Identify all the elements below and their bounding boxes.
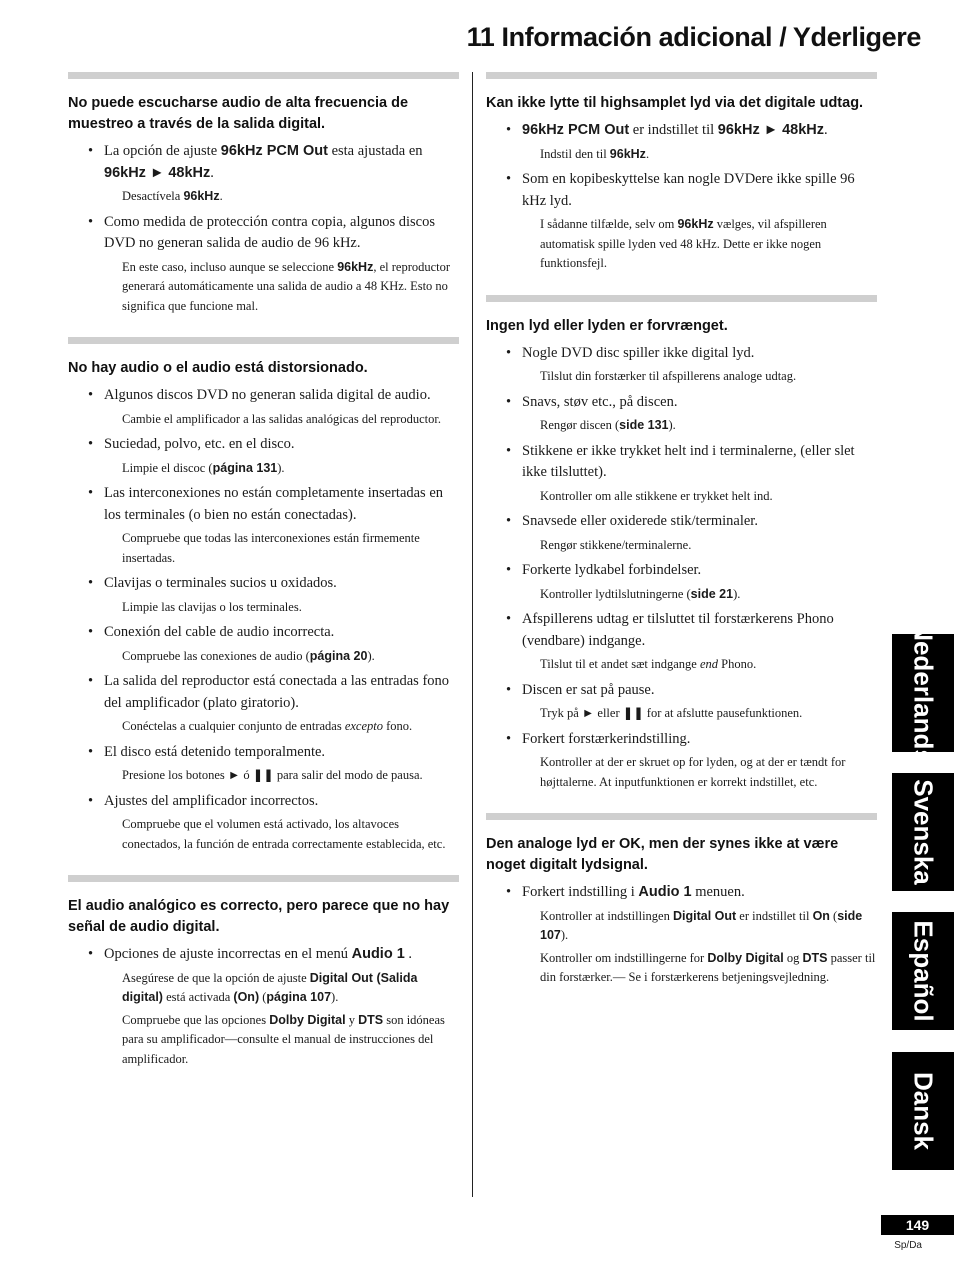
remedy-note [68, 410, 459, 430]
text-run: . [645, 146, 650, 161]
list-item [68, 483, 459, 568]
bold-term: side 107 [540, 908, 863, 942]
bullet-text [486, 882, 877, 904]
italic-term: excepto [344, 719, 383, 733]
bullet-text [68, 622, 459, 644]
bold-term: 96kHz [609, 146, 646, 161]
remedy-note [486, 487, 877, 507]
bold-term: página 20 [309, 648, 368, 663]
list-item [68, 622, 459, 666]
list-item [486, 511, 877, 555]
section-heading: Kan ikke lytte til highsamplet lyd via det digitale udtag. [486, 95, 864, 111]
text-run: fono. [383, 719, 413, 733]
text-run: La salida del reproductor está conectada a las entradas fono del amplificador (plato giratorio). [104, 673, 450, 711]
list-item [486, 729, 877, 793]
tab-label: Español [908, 920, 939, 1022]
list-item [68, 573, 459, 617]
page-code: Sp/Da [894, 1240, 922, 1251]
troubleshooting-section [68, 337, 459, 854]
troubleshooting-section [68, 875, 459, 1069]
bullet-text [68, 573, 459, 595]
tab-svenska[interactable] [892, 773, 954, 891]
bullet-text [68, 141, 459, 184]
bullet-text [68, 434, 459, 456]
bold-term: 96kHz PCM Out [522, 122, 630, 138]
text-run: Opciones de ajuste incorrectas en el menú [104, 946, 352, 962]
text-run: Forkert forstærkerindstilling. [522, 730, 691, 747]
remedy-note [486, 907, 877, 946]
text-run: I sådanne tilfælde, selv om [540, 217, 678, 231]
text-run: Rengør stikkene/terminalerne. [540, 537, 692, 552]
bold-term: página 131 [212, 460, 278, 475]
section-heading: No puede escucharse audio de alta frecuencia de muestreo a través de la salida digital. [68, 95, 409, 132]
text-run: Kontroller at indstillingen [540, 908, 673, 923]
bullet-text [486, 169, 877, 212]
text-run: Kontroller lydtilslutningerne ( [540, 586, 691, 601]
remedy-note [68, 815, 459, 854]
bold-term: página 107 [266, 990, 332, 1004]
text-run: Desactívela [122, 189, 184, 203]
section-divider-bar [68, 337, 459, 344]
text-run: er indstillet til [629, 122, 718, 138]
text-run: og [783, 950, 803, 965]
text-run: ). [277, 460, 285, 475]
remedy-note [486, 585, 877, 605]
text-run: Forkert indstilling i [522, 884, 639, 900]
tab-label: Svenska [908, 779, 939, 885]
text-run: passer til din forstærker.— Se i forstærkerens betjeningsvejledning. [540, 950, 876, 984]
tab-label: Nederlands [908, 622, 939, 764]
section-divider-bar [68, 875, 459, 882]
list-item [486, 609, 877, 675]
text-run: ). [367, 648, 375, 663]
text-run: Kontroller om alle stikkene er trykket helt ind. [540, 488, 773, 503]
remedy-note [68, 766, 459, 786]
text-run: ). [668, 418, 676, 432]
italic-term: end [699, 657, 719, 671]
text-run: Cambie el amplificador a las salidas analógicas del reproductor. [122, 411, 441, 426]
text-run: Algunos discos DVD no generan salida digital de audio. [104, 387, 431, 403]
bold-term: Dolby Digital [269, 1012, 346, 1027]
text-run: Discen er sat på pause. [522, 681, 655, 698]
list-item [68, 742, 459, 786]
text-run: Como medida de protección contra copia, algunos discos DVD no generan salida de audio de 96 kHz. [104, 213, 435, 251]
section-divider-bar [68, 72, 459, 79]
text-run: er indstillet til [736, 908, 813, 923]
remedy-note [68, 717, 459, 737]
remedy-note [68, 529, 459, 568]
bullet-text [486, 343, 877, 365]
text-run: ). [560, 928, 569, 942]
text-run: La opción de ajuste [104, 143, 221, 159]
remedy-note [486, 949, 877, 988]
left-column-spanish [68, 72, 459, 1090]
bold-term: side 21 [690, 586, 734, 601]
list-item [486, 882, 877, 988]
remedy-note [486, 416, 877, 436]
bold-term: DTS [802, 950, 828, 965]
text-run: Conéctelas a cualquier conjunto de entradas [122, 719, 345, 733]
troubleshooting-section [486, 72, 877, 274]
section-heading: El audio analógico es correcto, pero parece que no hay señal de audio digital. [68, 898, 450, 935]
tab-dansk[interactable] [892, 1052, 954, 1170]
bold-term: 96kHz [183, 189, 220, 203]
bold-term: 96kHz PCM Out [220, 143, 328, 159]
remedy-note [68, 187, 459, 207]
bullet-text [486, 609, 877, 652]
bullet-text [68, 944, 459, 966]
section-heading: Ingen lyd eller lyden er forvrænget. [486, 317, 728, 334]
text-run: Forkerte lydkabel forbindelser. [522, 562, 702, 578]
bold-term: (On) [233, 990, 260, 1004]
text-run: ). [331, 990, 339, 1004]
list-item [486, 680, 877, 724]
text-run: Kontroller om indstillingerne for [540, 950, 708, 965]
text-run: está activada [162, 990, 234, 1004]
text-run: Tryk på ► eller ❚❚ for at afslutte pausefunktionen. [540, 706, 803, 720]
column-divider [472, 72, 473, 1197]
text-run: Nogle DVD disc spiller ikke digital lyd. [522, 344, 755, 361]
bullet-text [486, 511, 877, 533]
list-item [68, 212, 459, 317]
bullet-text [68, 791, 459, 813]
text-run: Som en kopibeskyttelse kan nogle DVDere ikke spille 96 kHz lyd. [522, 171, 855, 209]
page-title: 11 Información adicional / Yderligere [466, 22, 921, 52]
remedy-note [68, 598, 459, 618]
bullet-text [486, 680, 877, 702]
text-run: . [824, 122, 828, 138]
text-run: Las interconexiones no están completamente insertadas en los terminales (o bien no están conectadas). [104, 485, 444, 523]
text-run: Presione los botones ► ó ❚❚ para salir del modo de pausa. [122, 768, 423, 782]
text-run: Clavijas o terminales sucios u oxidados. [104, 575, 337, 591]
text-run: Tilslut din forstærker til afspillerens analoge udtag. [540, 369, 797, 383]
text-run: Stikkene er ikke trykket helt ind i terminalerne, (eller slet ikke tilsluttet). [522, 442, 855, 480]
bold-term: DTS [358, 1012, 384, 1027]
text-run: Conexión del cable de audio incorrecta. [104, 624, 335, 640]
remedy-note [68, 647, 459, 667]
text-run: Snavs, støv etc., på discen. [522, 393, 678, 410]
section-heading: Den analoge lyd er OK, men der synes ikke at være noget digitalt lydsignal. [486, 836, 839, 873]
text-run: Limpie el discoc ( [122, 460, 213, 475]
bold-term: side 131 [619, 418, 669, 432]
text-run: Compruebe que el volumen está activado, los altavoces conectados, la función de entrada correctamente establecida, etc. [122, 817, 446, 851]
text-run: Compruebe que las opciones [122, 1012, 270, 1027]
text-run: Ajustes del amplificador incorrectos. [104, 792, 319, 809]
text-run: Indstil den til [540, 146, 610, 161]
troubleshooting-section [68, 72, 459, 316]
right-column-danish [486, 72, 877, 1009]
text-run: ( [829, 908, 838, 923]
text-run: El disco está detenido temporalmente. [104, 743, 326, 760]
tab-label: Dansk [908, 1071, 939, 1151]
text-run: menuen. [691, 884, 745, 900]
tab-espanol[interactable] [892, 912, 954, 1030]
text-run: esta ajustada en [327, 143, 423, 159]
list-item [68, 671, 459, 737]
bullet-text [68, 212, 459, 255]
troubleshooting-section [486, 295, 877, 793]
remedy-note [486, 753, 877, 792]
text-run: Tilslut til et andet sæt indgange [540, 657, 700, 671]
remedy-note [486, 655, 877, 675]
bullet-text [68, 671, 459, 714]
troubleshooting-section [486, 813, 877, 988]
remedy-note [486, 215, 877, 274]
bullet-text [68, 742, 459, 764]
remedy-note [68, 459, 459, 479]
bold-term: Digital Out (Salida digital) [122, 970, 418, 1004]
remedy-note [486, 536, 877, 556]
text-run: Suciedad, polvo, etc. en el disco. [104, 436, 295, 452]
text-run: Afspillerens udtag er tilsluttet til forstærkerens Phono (vendbare) indgange. [522, 611, 834, 649]
list-item [486, 169, 877, 274]
list-item [68, 434, 459, 478]
text-run: Phono. [718, 657, 757, 671]
list-item [486, 120, 877, 164]
bullet-text [486, 729, 877, 751]
list-item [486, 392, 877, 436]
text-run: Compruebe que todas las interconexiones están firmemente insertadas. [122, 531, 420, 565]
text-run: . [210, 164, 214, 181]
bold-term: On [812, 908, 830, 923]
bold-term: Audio 1 [351, 946, 405, 962]
remedy-note [68, 258, 459, 317]
bullet-text [486, 560, 877, 582]
bullet-text [68, 385, 459, 407]
text-run: ). [733, 586, 741, 601]
text-run: . [219, 189, 223, 203]
text-run: En este caso, incluso aunque se seleccione [122, 259, 338, 274]
text-run: son idóneas para su amplificador—consulte el manual de instrucciones del amplificador. [122, 1012, 445, 1066]
remedy-note [68, 1011, 459, 1070]
text-run: vælges, vil afspilleren automatisk spille lyden ved 48 kHz. Dette er ikke nogen funktionsfejl. [540, 217, 827, 270]
list-item [68, 385, 459, 429]
text-run: Snavsede eller oxiderede stik/terminaler. [522, 513, 758, 529]
bullet-text [68, 483, 459, 526]
remedy-note [486, 367, 877, 387]
bold-term: Dolby Digital [707, 950, 784, 965]
text-run: Rengør discen ( [540, 418, 620, 432]
section-divider-bar [486, 813, 877, 820]
bold-term: Digital Out [672, 908, 737, 923]
remedy-note [486, 145, 877, 165]
bold-term: 96kHz [337, 259, 374, 274]
bold-term: 96kHz [677, 217, 714, 231]
text-run: y [345, 1012, 359, 1027]
text-run: Compruebe las conexiones de audio ( [122, 648, 310, 663]
section-divider-bar [486, 72, 877, 79]
text-run: . [404, 946, 413, 962]
bold-term: Audio 1 [638, 884, 692, 900]
section-divider-bar [486, 295, 877, 302]
list-item [486, 560, 877, 604]
bullet-text [486, 441, 877, 484]
page-number: 149 [881, 1215, 954, 1235]
section-heading: No hay audio o el audio está distorsionado. [68, 360, 368, 376]
tab-nederlands[interactable] [892, 622, 954, 764]
remedy-note [68, 969, 459, 1008]
list-item [68, 791, 459, 855]
bullet-text [486, 392, 877, 414]
list-item [486, 343, 877, 387]
list-item [68, 141, 459, 207]
list-item [68, 944, 459, 1069]
bold-term: 96kHz ► 48kHz [717, 122, 825, 138]
text-run: Kontroller at der er skruet op for lyden, og at der er tændt for højttalerne. At inputfunktionen er korrekt indstillet, etc. [540, 755, 846, 789]
text-run: , el reproductor generará automáticamente una salida de audio a 48 KHz. Esto no significa que funcione mal. [122, 259, 451, 313]
text-run: Asegúrese de que la opción de ajuste [122, 970, 310, 985]
list-item [486, 441, 877, 507]
text-run: Limpie las clavijas o los terminales. [122, 599, 302, 614]
bullet-text [486, 120, 877, 142]
bold-term: 96kHz ► 48kHz [104, 164, 211, 181]
text-run: ( [259, 990, 267, 1004]
remedy-note [486, 704, 877, 724]
